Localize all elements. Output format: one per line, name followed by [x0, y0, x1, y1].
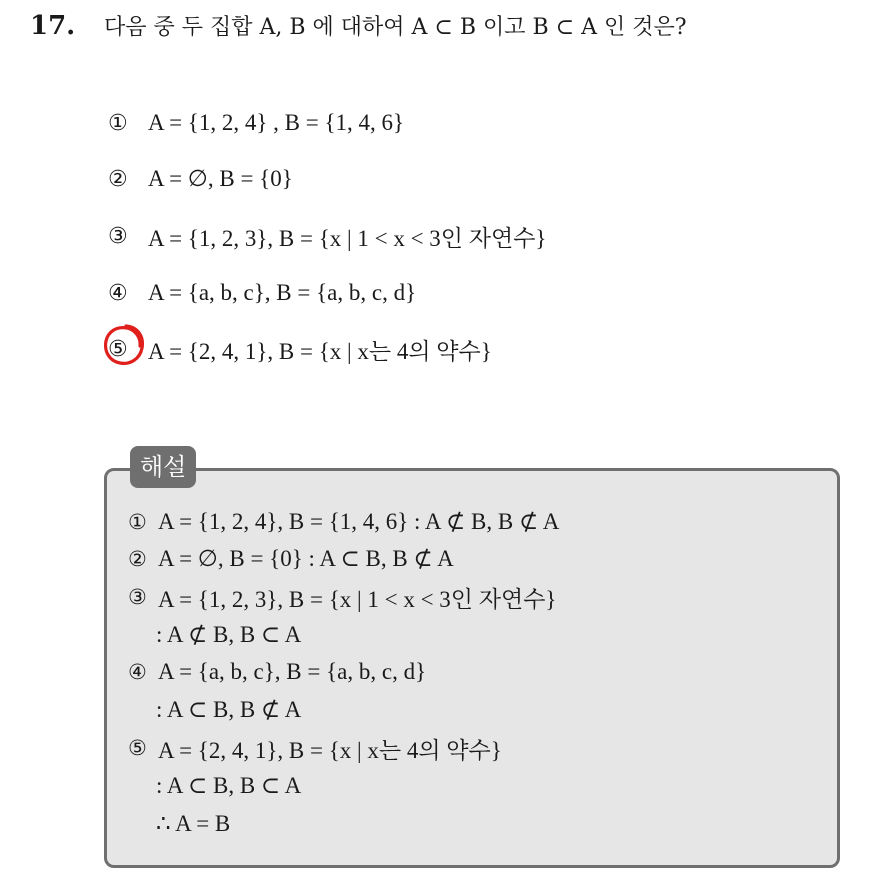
- solution-line-3-text: A = {1, 2, 3}, B = {x | 1 < x < 3인 자연수}: [158, 586, 557, 612]
- question-number: 17.: [30, 11, 76, 41]
- choice-3-mark: ③: [108, 223, 128, 249]
- solution-line-6-text: : A ⊂ B, B ⊄ A: [156, 697, 302, 722]
- solution-line-7: [128, 730, 502, 766]
- choice-3[interactable]: [108, 216, 546, 256]
- solution-line-4-text: : A ⊄ B, B ⊂ A: [156, 622, 302, 647]
- choice-1[interactable]: [108, 103, 404, 143]
- solution-line-5: [128, 654, 426, 690]
- answer-circle-mark: [101, 322, 147, 368]
- solution-line-8: [156, 768, 301, 804]
- choice-2-expression: A = ∅, B = {0}: [148, 166, 293, 191]
- choice-4-expression: A = {a, b, c}, B = {a, b, c, d}: [148, 280, 417, 305]
- solution-line-2-mark: ②: [128, 547, 147, 571]
- solution-line-7-text: A = {2, 4, 1}, B = {x | x는 4의 약수}: [158, 737, 502, 763]
- solution-line-3: [128, 579, 556, 615]
- solution-line-7-mark: ⑤: [128, 736, 147, 760]
- choice-1-expression: A = {1, 2, 4} , B = {1, 4, 6}: [148, 110, 405, 135]
- question-header: [30, 10, 687, 50]
- solution-line-3-mark: ③: [128, 585, 147, 609]
- solution-line-1-mark: ①: [128, 510, 147, 534]
- question-text: 다음 중 두 집합 A, B 에 대하여 A ⊂ B 이고 B ⊂ A 인 것은?: [104, 15, 687, 40]
- choice-3-expression: A = {1, 2, 3}, B = {x | 1 < x < 3인 자연수}: [148, 225, 547, 251]
- choice-2-mark: ②: [108, 166, 128, 192]
- choice-2[interactable]: [108, 159, 293, 199]
- choice-5-mark: ⑤: [108, 336, 128, 362]
- solution-line-5-text: A = {a, b, c}, B = {a, b, c, d}: [158, 659, 427, 684]
- solution-line-2-text: A = ∅, B = {0} : A ⊂ B, B ⊄ A: [158, 546, 454, 571]
- solution-line-8-text: : A ⊂ B, B ⊂ A: [156, 773, 302, 798]
- choice-4-mark: ④: [108, 280, 128, 306]
- solution-label: 해설: [130, 446, 196, 488]
- choice-1-mark: ①: [108, 110, 128, 136]
- solution-line-9-text: ∴ A = B: [156, 811, 231, 836]
- choice-5-expression: A = {2, 4, 1}, B = {x | x는 4의 약수}: [148, 338, 492, 364]
- solution-line-5-mark: ④: [128, 660, 147, 684]
- solution-line-2: [128, 541, 454, 577]
- solution-line-9: [156, 806, 230, 842]
- solution-line-4: [156, 617, 301, 653]
- solution-line-1-text: A = {1, 2, 4}, B = {1, 4, 6} : A ⊄ B, B ⊄ A: [158, 509, 560, 534]
- choice-4[interactable]: [108, 273, 416, 313]
- choice-5[interactable]: [108, 329, 492, 369]
- solution-line-1: [128, 504, 559, 540]
- solution-line-6: [156, 692, 301, 728]
